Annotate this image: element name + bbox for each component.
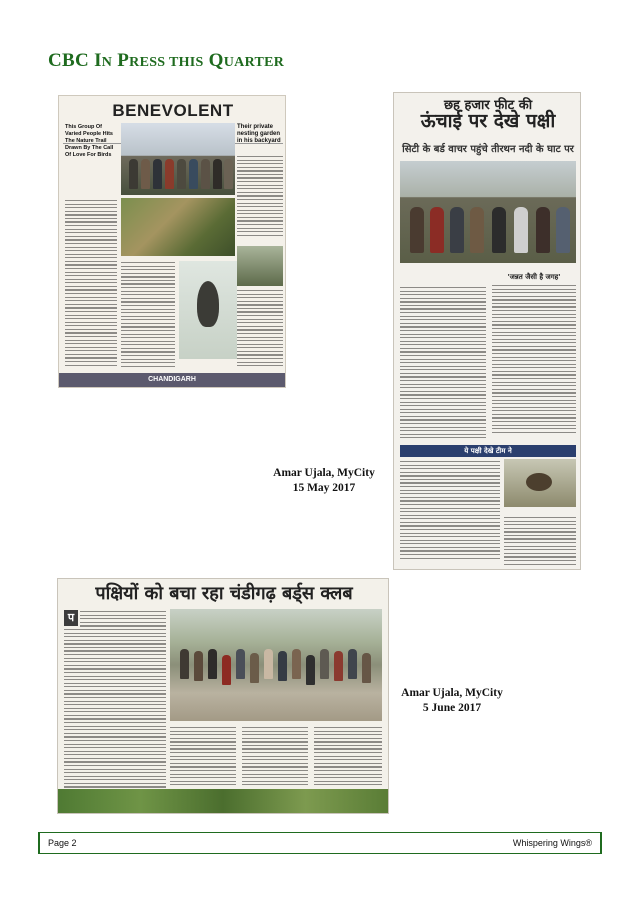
clipping-headline: BENEVOLENT [63, 101, 283, 144]
clipping-caption: Amar Ujala, MyCity 5 June 2017 [401, 687, 503, 714]
clipping-footer: CHANDIGARH [59, 373, 285, 387]
publication-name: Whispering Wings® [512, 838, 592, 848]
article-text [400, 461, 500, 561]
clipping-amar-ujala-may [393, 92, 581, 570]
page-footer [38, 832, 602, 854]
article-text [400, 287, 486, 441]
article-text [65, 200, 117, 368]
bird-photo [179, 261, 237, 359]
clipping-box-headline: 'जन्नत जैसी है जगह' [507, 273, 561, 281]
clipping-side-headline: Their private nesting garden in his backyard [237, 124, 281, 144]
article-text [121, 262, 175, 369]
nature-trail-photo [121, 198, 235, 256]
garden-photo [237, 246, 283, 286]
clipping-headline-top: छह हजार फीट की [443, 98, 533, 113]
article-text [242, 727, 308, 788]
clipping-subhead: सिटी के बर्ड वाचर पहुंचे तीरथन नदी के घाट पर [402, 144, 574, 155]
clipping-mid-headline: ये पक्षी देखे टीम ने [400, 445, 576, 457]
page-title: CBC IN PRESS THIS QUARTER [48, 50, 285, 71]
article-text [64, 629, 166, 790]
article-text [237, 290, 283, 369]
clipping-headline: ऊंचाई पर देखे पक्षी [420, 110, 556, 132]
drop-cap: प [64, 610, 78, 626]
clipping-headline: पक्षियों को बचा रहा चंडीगढ़ बर्ड्स क्लब [95, 583, 353, 604]
page-number: Page 2 [48, 838, 77, 848]
article-text [314, 727, 382, 788]
article-text [170, 727, 236, 788]
clipping-deck: This Group Of Varied People Hits The Nature Trail Drawn By The Call Of Love For Birds [65, 124, 114, 158]
article-text [237, 156, 283, 238]
clipping-caption: Amar Ujala, MyCity 15 May 2017 [273, 467, 375, 494]
article-text [504, 517, 576, 567]
clipping-amar-ujala-june [57, 578, 389, 814]
decorative-border [58, 789, 388, 813]
bird-photo [504, 459, 576, 507]
group-photo [121, 123, 235, 195]
article-text [80, 611, 166, 629]
article-text [492, 285, 576, 435]
group-photo [400, 161, 576, 263]
group-photo [170, 609, 382, 721]
clipping-benevolent-stalkers [58, 95, 286, 388]
